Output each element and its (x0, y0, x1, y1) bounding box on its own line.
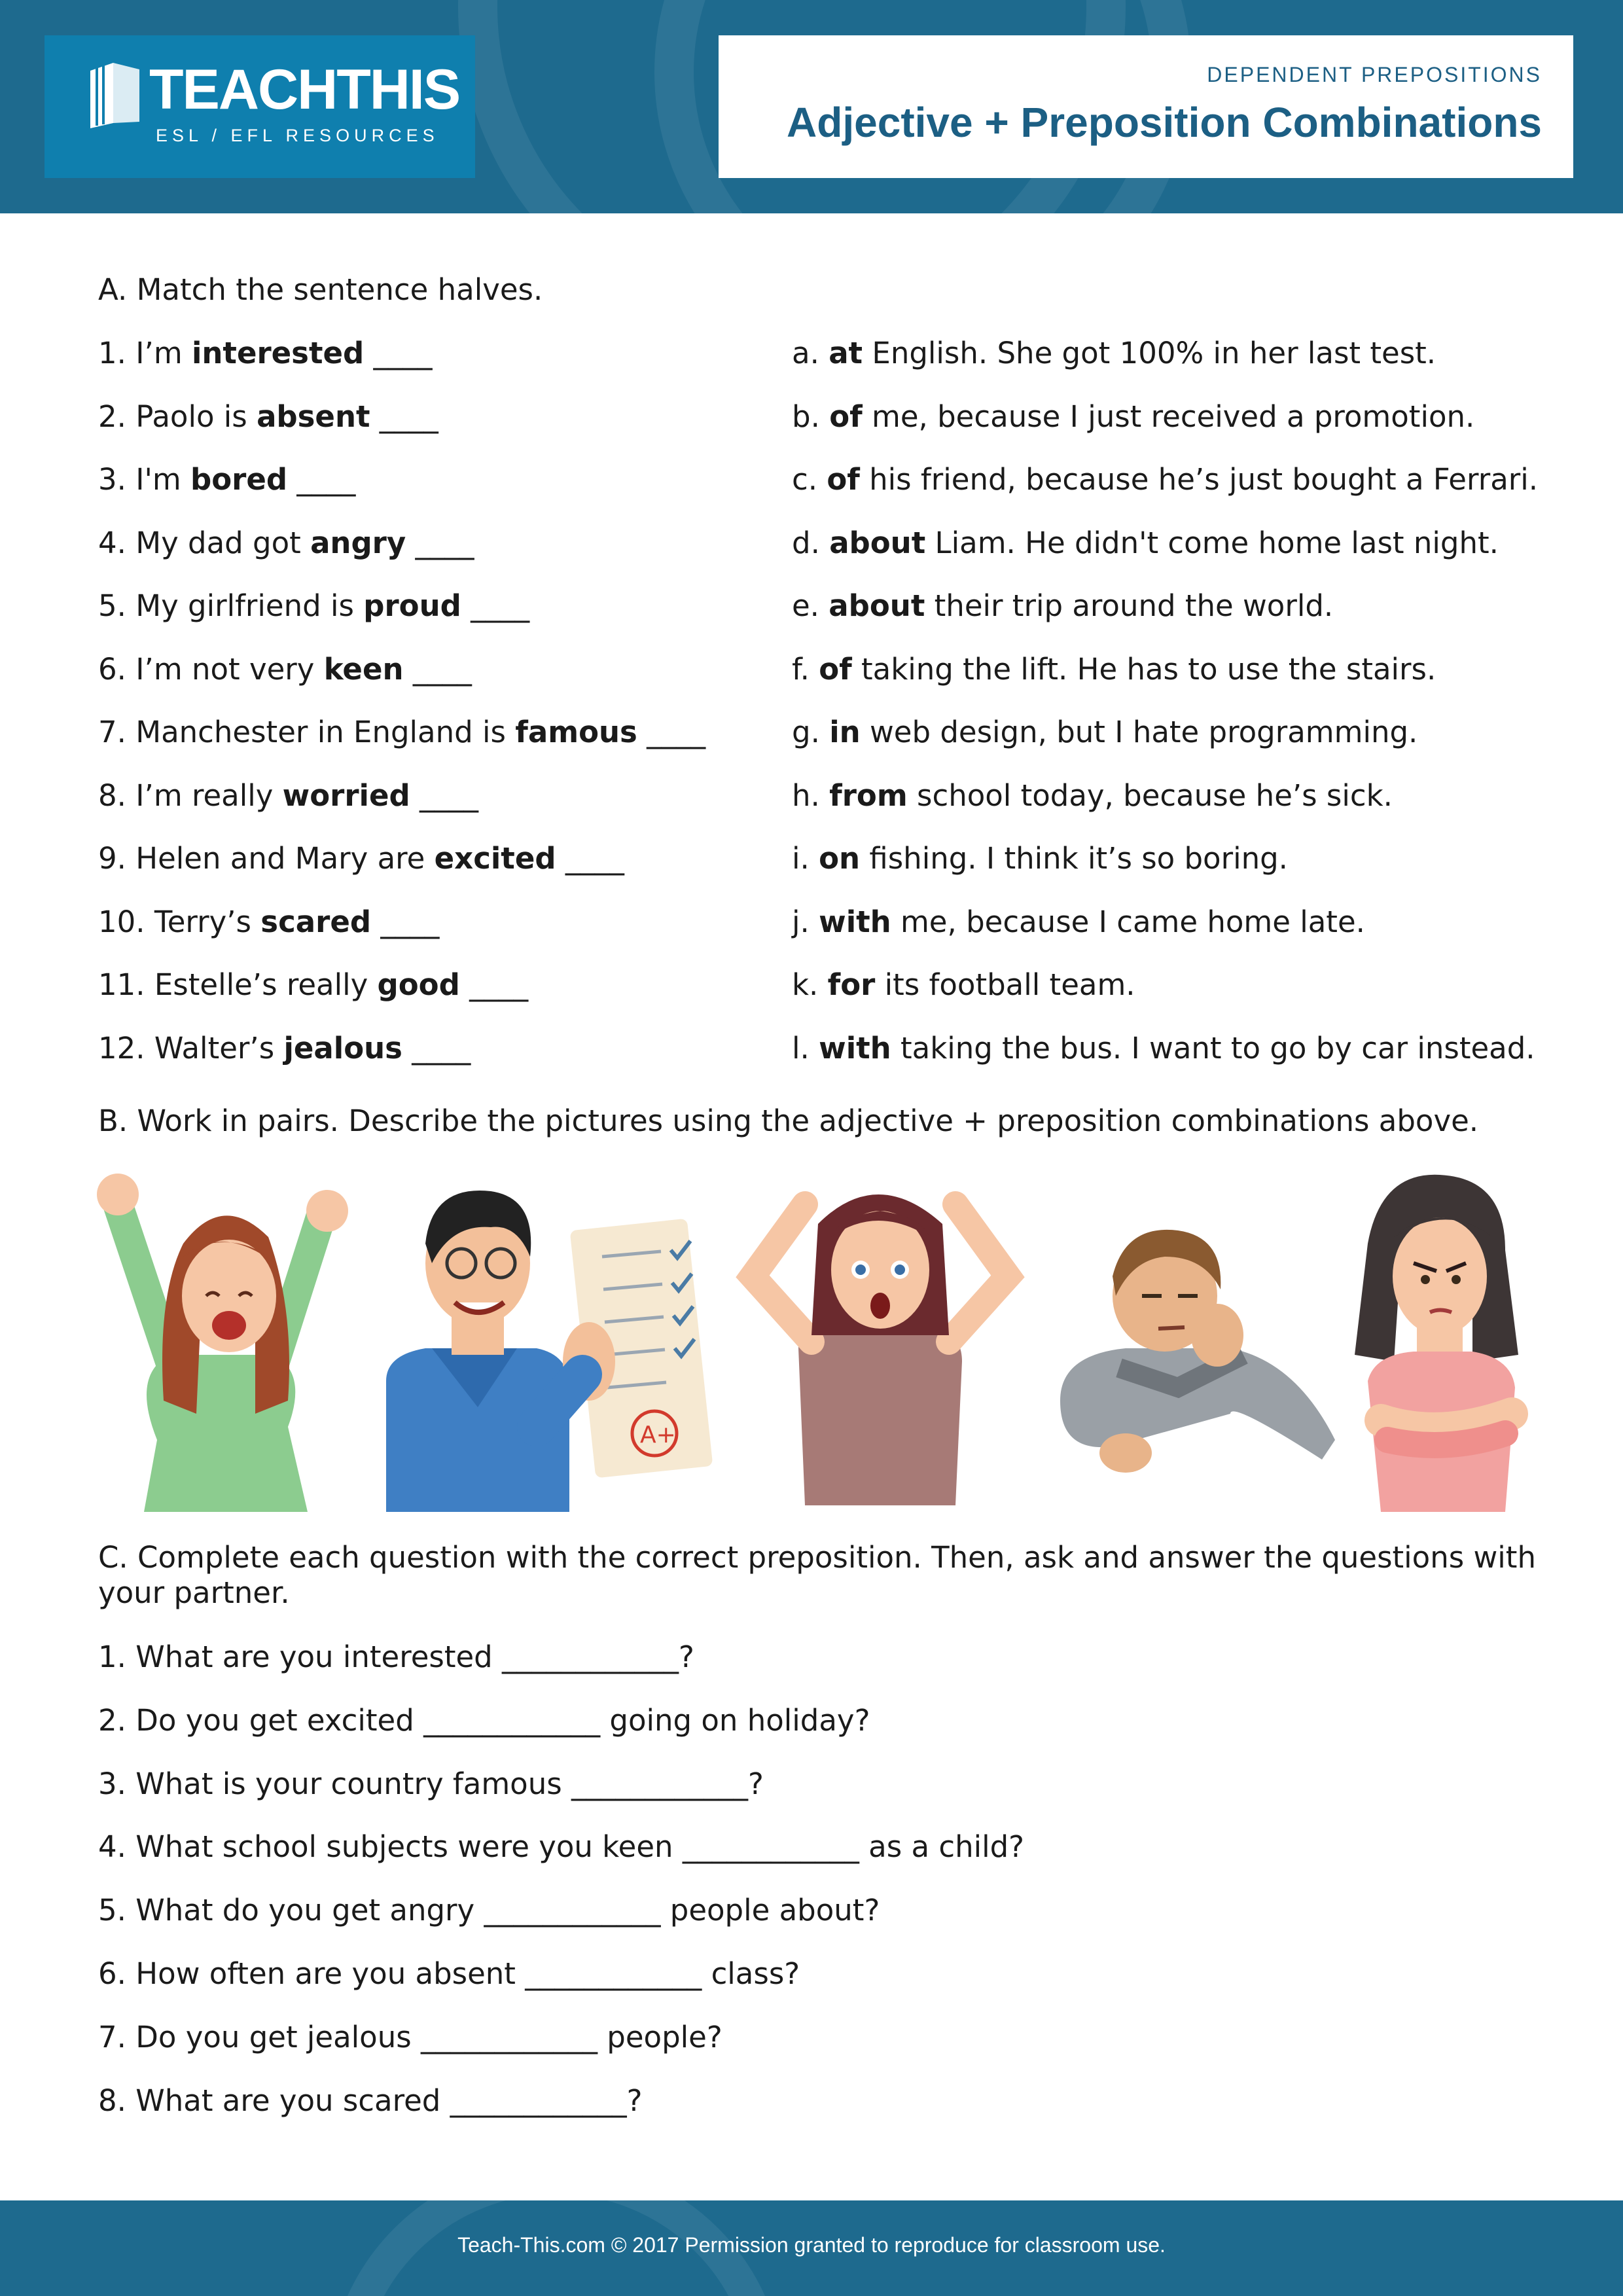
item-text: 7. Manchester in England is (98, 715, 516, 749)
match-right-item (792, 840, 1288, 877)
match-left-item (98, 840, 624, 877)
question-item: 5. What do you get angry ____________ people about? (98, 1893, 880, 1928)
key-word: for (827, 967, 876, 1002)
key-word: absent (257, 399, 370, 434)
item-text-end: ____ (410, 778, 479, 813)
match-left-item (98, 335, 433, 372)
item-text: 3. I'm (98, 462, 191, 497)
item-text: g. (792, 715, 830, 749)
key-word: about (829, 588, 925, 623)
match-left-item (98, 714, 705, 751)
question-item: 6. How often are you absent ____________ class? (98, 1956, 800, 1991)
section-c-instruction: C. Complete each question with the correct preposition. Then, ask and answer the questions with (98, 1540, 1536, 1575)
question-item: 8. What are you scared ____________? (98, 2083, 643, 2118)
item-text-end: me, because I came home late. (891, 904, 1365, 939)
copyright-notice: Teach-This.com © 2017 Permission granted to reproduce for classroom use. (457, 2233, 1166, 2257)
worried-woman-illustration (726, 1165, 1034, 1512)
question-item: 3. What is your country famous ____________? (98, 1766, 764, 1801)
item-text: b. (792, 399, 830, 434)
item-text-end: ____ (364, 336, 433, 370)
item-text: 9. Helen and Mary are (98, 841, 435, 876)
item-text: e. (792, 588, 829, 623)
match-left-item (98, 651, 472, 688)
match-right-item (792, 461, 1538, 498)
key-word: proud (363, 588, 461, 623)
item-text-end: ____ (287, 462, 356, 497)
key-word: at (829, 336, 863, 370)
logo (45, 35, 475, 178)
item-text-end: fishing. I think it’s so boring. (860, 841, 1288, 876)
match-right-item (792, 588, 1333, 624)
key-word: angry (310, 525, 406, 560)
match-right-item (792, 714, 1418, 751)
item-text-end: its football team. (875, 967, 1135, 1002)
question-item: 7. Do you get jealous ____________ people? (98, 2019, 722, 2054)
question-item: 2. Do you get excited ____________ going on holiday? (98, 1702, 870, 1738)
jealous-woman-illustration (1342, 1165, 1538, 1512)
item-text-end: ____ (406, 525, 474, 560)
key-word: about (829, 525, 926, 560)
item-text: 11. Estelle’s really (98, 967, 378, 1002)
key-word: of (829, 399, 863, 434)
item-text-end: ____ (459, 967, 529, 1002)
item-text-end: taking the bus. I want to go by car instead. (891, 1030, 1535, 1066)
item-text-end: taking the lift. He has to use the stairs. (851, 651, 1436, 687)
key-word: interested (191, 336, 365, 370)
match-left-item (98, 588, 529, 624)
item-text-end: English. She got 100% in her last test. (863, 336, 1436, 370)
item-text-end: school today, because he’s sick. (907, 778, 1393, 813)
section-c-instruction-cont: your partner. (98, 1575, 290, 1610)
match-left-item (98, 967, 528, 1003)
logo-tagline: ESL / EFL RESOURCES (156, 126, 439, 145)
proud-man-illustration (373, 1165, 753, 1512)
item-text: i. (792, 841, 819, 876)
key-word: excited (434, 841, 556, 876)
page-header (0, 0, 1623, 213)
item-text: l. (792, 1030, 819, 1066)
item-text-end: ____ (402, 1030, 471, 1066)
item-text-end: his friend, because he’s just bought a Ferrari. (859, 462, 1539, 497)
illustrations (92, 1165, 1531, 1512)
item-text-end: ____ (461, 588, 530, 623)
item-text: d. (792, 525, 830, 560)
match-left-item (98, 399, 438, 435)
match-right-item (792, 335, 1436, 372)
match-left-item (98, 778, 478, 814)
section-a-instruction: A. Match the sentence halves. (98, 272, 543, 307)
key-word: of (827, 462, 860, 497)
key-word: in (829, 715, 861, 749)
match-left-item (98, 904, 439, 941)
item-text-end: ____ (371, 904, 440, 939)
item-text: 1. I’m (98, 336, 192, 370)
item-text: 6. I’m not very (98, 651, 324, 687)
worksheet-category: DEPENDENT PREPOSITIONS (1207, 63, 1542, 86)
key-word: good (377, 967, 460, 1002)
item-text-end: ____ (556, 841, 624, 876)
title-box (719, 35, 1573, 178)
item-text-end: ____ (370, 399, 438, 434)
key-word: on (819, 841, 861, 876)
item-text: 4. My dad got (98, 525, 311, 560)
item-text: j. (792, 904, 819, 939)
item-text: h. (792, 778, 830, 813)
match-right-item (792, 525, 1499, 562)
item-text-end: me, because I just received a promotion. (862, 399, 1475, 434)
match-left-item (98, 525, 474, 562)
key-word: of (819, 651, 852, 687)
excited-woman-illustration (92, 1165, 380, 1512)
match-left-item (98, 461, 355, 498)
item-text: 8. I’m really (98, 778, 283, 813)
match-right-item (792, 1030, 1535, 1067)
item-text-end: web design, but I hate programming. (860, 715, 1418, 749)
key-word: worried (282, 778, 410, 813)
question-item: 4. What school subjects were you keen ____________ as a child? (98, 1829, 1025, 1865)
key-word: with (819, 904, 891, 939)
match-right-item (792, 651, 1436, 688)
key-word: jealous (283, 1030, 402, 1066)
match-right-item (792, 778, 1393, 814)
key-word: with (819, 1030, 891, 1066)
match-left-item (98, 1030, 471, 1067)
question-item: 1. What are you interested ____________? (98, 1640, 694, 1674)
key-word: scared (260, 904, 372, 939)
key-word: famous (515, 715, 637, 749)
item-text-end: ____ (403, 651, 472, 687)
match-right-item (792, 399, 1474, 435)
item-text: f. (792, 651, 819, 687)
key-word: bored (190, 462, 288, 497)
logo-wordmark: TEACHTHIS (149, 58, 460, 121)
match-right-item (792, 904, 1365, 941)
match-right-item (792, 967, 1135, 1003)
item-text: 2. Paolo is (98, 399, 257, 434)
page-footer (0, 2200, 1623, 2296)
section-b-instruction: B. Work in pairs. Describe the pictures using the adjective + preposition combinations above. (98, 1103, 1479, 1138)
item-text: a. (792, 336, 829, 370)
item-text: 5. My girlfriend is (98, 588, 364, 623)
test-grade: A+ (640, 1422, 676, 1448)
key-word: from (829, 778, 908, 813)
item-text: c. (792, 462, 827, 497)
item-text: 10. Terry’s (98, 904, 261, 939)
bored-boy-illustration (1034, 1204, 1348, 1492)
worksheet-title: Adjective + Preposition Combinations (787, 99, 1542, 146)
item-text-end: their trip around the world. (925, 588, 1334, 623)
item-text: k. (792, 967, 828, 1002)
book-logo-icon (77, 58, 149, 130)
key-word: keen (323, 651, 404, 687)
item-text-end: ____ (637, 715, 706, 749)
item-text-end: Liam. He didn't come home last night. (925, 525, 1499, 560)
item-text: 12. Walter’s (98, 1030, 284, 1066)
